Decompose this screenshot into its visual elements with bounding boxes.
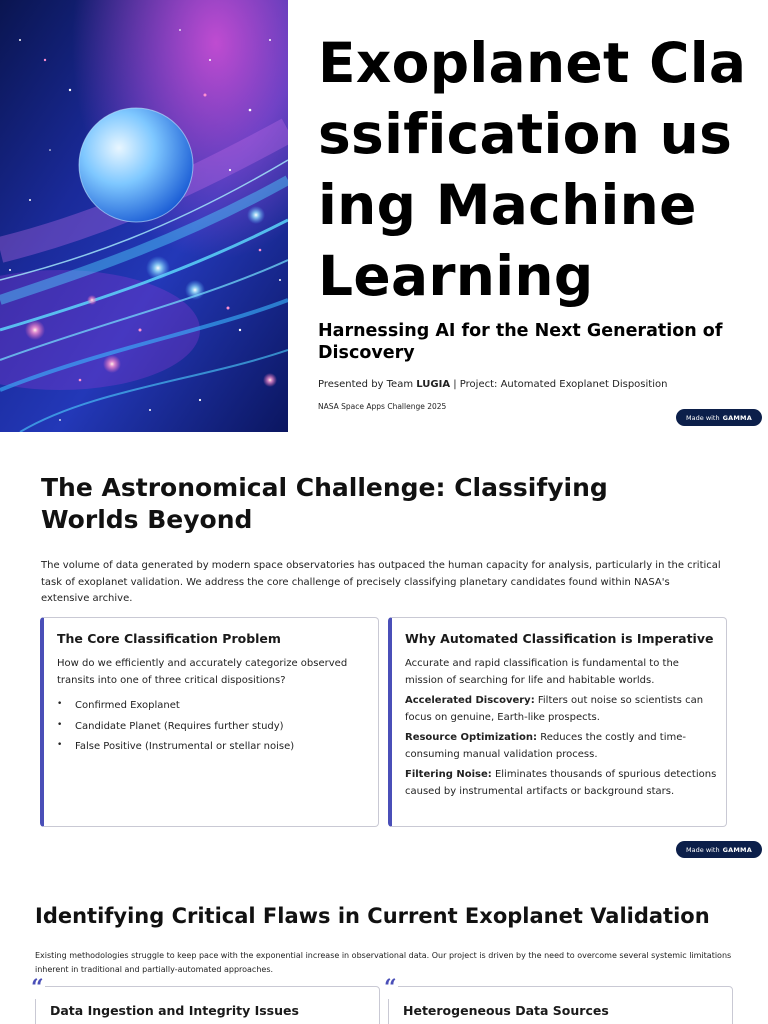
badge-brand: GAMMA	[722, 413, 752, 422]
flaws-slide	[0, 864, 768, 1024]
benefit-text: Reduces the costly and time-consuming manual validation process.	[405, 732, 686, 760]
benefit-list	[405, 693, 725, 804]
subtitle: Harnessing AI for the Next Generation of Discovery	[318, 321, 723, 363]
project-name: | Project: Automated Exoplanet Disposition	[450, 379, 668, 390]
page-title: Exoplanet Classification using Machine Learning	[318, 31, 747, 308]
list-item: • Candidate Planet (Requires further study)	[57, 717, 294, 738]
benefit-item	[405, 730, 725, 763]
card-heading: Heterogeneous Data Sources	[403, 1003, 609, 1018]
why-automated-card	[388, 617, 727, 827]
benefit-label: Filtering Noise:	[405, 769, 492, 780]
team-name: LUGIA	[416, 379, 451, 390]
list-item: • Confirmed Exoplanet	[57, 696, 294, 717]
section-title: Identifying Critical Flaws in Current Exoplanet Validation	[35, 904, 710, 928]
title-slide	[0, 0, 768, 432]
badge-label: Made with	[686, 413, 720, 422]
badge-label: Made with	[686, 845, 720, 854]
challenge-slide	[0, 432, 768, 864]
challenge-name: NASA Space Apps Challenge 2025	[318, 402, 447, 411]
core-problem-card	[40, 617, 379, 827]
presented-by	[318, 379, 667, 390]
benefit-label: Accelerated Discovery:	[405, 695, 535, 706]
data-ingestion-card	[31, 975, 380, 1024]
badge-brand: GAMMA	[722, 845, 752, 854]
made-with-gamma-badge[interactable]	[676, 409, 762, 426]
presented-prefix: Presented by Team	[318, 379, 417, 390]
space-nebula-image	[0, 0, 288, 432]
card-description: How do we efficiently and accurately categorize observed transits into one of three critical dispositions?	[57, 658, 348, 686]
benefit-item	[405, 767, 725, 800]
benefit-text: Filters out noise so scientists can focus on genuine, Earth-like prospects.	[405, 695, 704, 723]
quote-icon: “	[384, 975, 397, 1001]
list-item: • False Positive (Instrumental or stellar noise)	[57, 737, 294, 758]
section-intro: The volume of data generated by modern space observatories has outpaced the human capacity for analysis, particularly in the critical task of exoplanet validation. We address the core challenge of precisely classifying planetary candidates found within NASA's extensive archive.	[41, 560, 721, 604]
card-description: Accurate and rapid classification is fundamental to the mission of searching for life and habitable worlds.	[405, 658, 679, 686]
section-intro: Existing methodologies struggle to keep pace with the exponential increase in observational data. Our project is driven by the need to overcome several systemic limitations inherent in traditional and partially-automated approaches.	[35, 951, 732, 974]
benefit-item	[405, 693, 725, 726]
section-title: The Astronomical Challenge: Classifying Worlds Beyond	[41, 473, 608, 534]
quote-icon: “	[31, 975, 44, 1001]
benefit-text: Eliminates thousands of spurious detections caused by instrumental artifacts or background stars.	[405, 769, 717, 797]
made-with-gamma-badge[interactable]	[676, 841, 762, 858]
card-heading: Data Ingestion and Integrity Issues	[50, 1003, 299, 1018]
heterogeneous-sources-card	[384, 975, 733, 1024]
card-heading: Why Automated Classification is Imperative	[405, 631, 714, 646]
card-heading: The Core Classification Problem	[57, 631, 281, 646]
disposition-list	[57, 696, 294, 758]
benefit-label: Resource Optimization:	[405, 732, 538, 743]
